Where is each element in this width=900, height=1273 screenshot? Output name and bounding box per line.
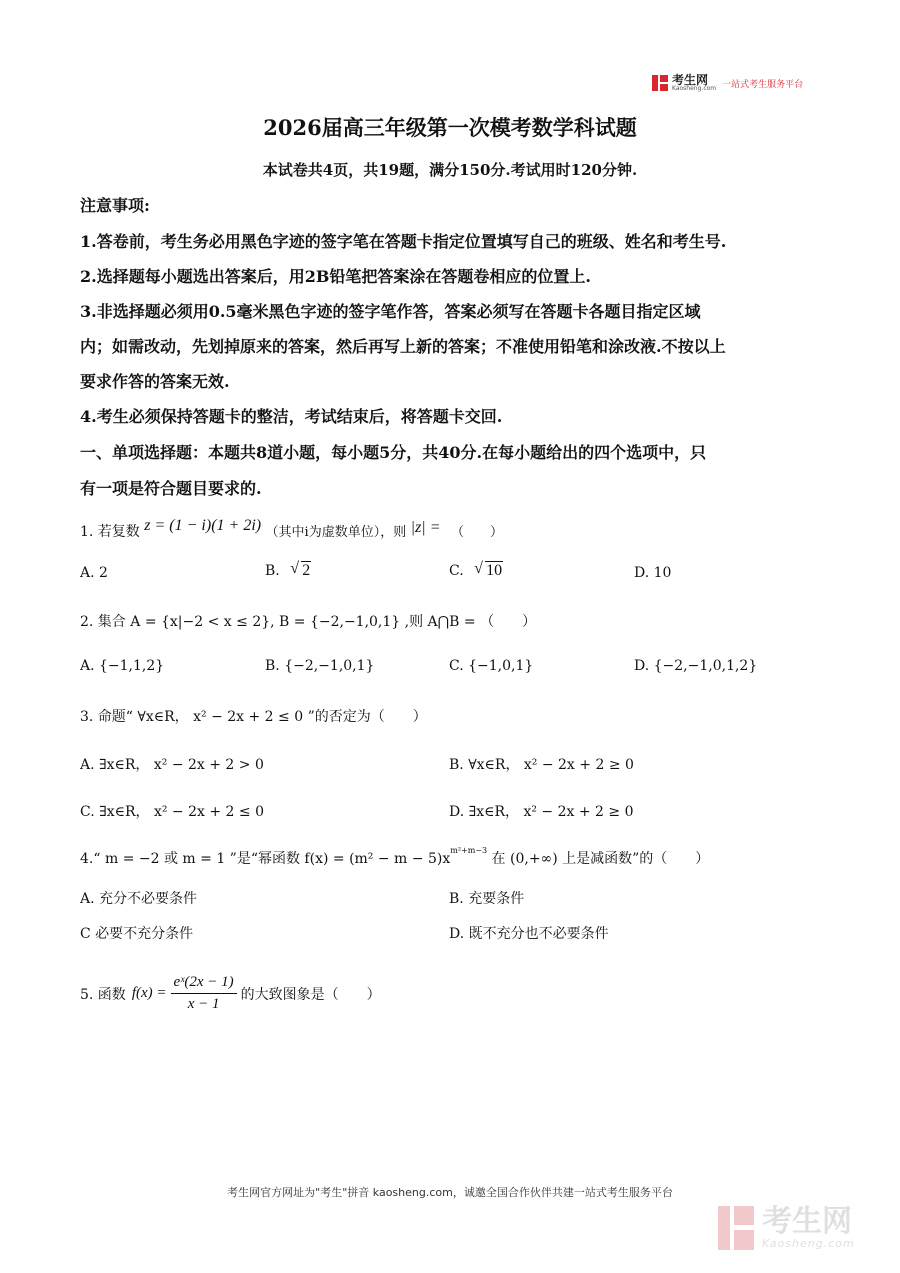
logo-domain: Kaosheng.com bbox=[672, 85, 717, 92]
q5-denominator: x − 1 bbox=[187, 996, 220, 1012]
note-item: 要求作答的答案无效. bbox=[80, 372, 230, 391]
sqrt-icon: √ 2 bbox=[290, 562, 311, 580]
q4-option-d: D. 既不充分也不必要条件 bbox=[449, 926, 609, 942]
logo-name: 考生网 bbox=[672, 73, 709, 87]
q1-option-d: D. 10 bbox=[634, 565, 672, 581]
section-heading-cont: 有一项是符合题目要求的. bbox=[80, 479, 262, 498]
q4-option-a: A. 充分不必要条件 bbox=[80, 891, 198, 907]
q4-option-b: B. 充要条件 bbox=[449, 891, 525, 907]
note-item: 1.答卷前，考生务必用黑色字迹的签字笔在答题卡指定位置填写自己的班级、姓名和考生号. bbox=[80, 232, 727, 251]
kaosheng-logo-icon bbox=[652, 75, 668, 91]
section-heading: 一、单项选择题：本题共8道小题，每小题5分，共40分.在每小题给出的四个选项中，只 bbox=[80, 443, 707, 462]
q5-lhs: f(x) = bbox=[131, 985, 167, 1001]
q2-option-a: A. {−1,1,2} bbox=[80, 658, 165, 674]
q1-option-a: A. 2 bbox=[80, 565, 108, 581]
footer-text: 考生网官方网址为"考生"拼音 kaosheng.com，诚邀全国合作伙伴共建一站式考生服务平台 bbox=[227, 1186, 673, 1199]
q2-option-d: D. {−2,−1,0,1,2} bbox=[634, 658, 758, 674]
note-item: 3.非选择题必须用0.5毫米黑色字迹的签字笔作答，答案必须写在答题卡各题目指定区域 bbox=[80, 302, 701, 321]
q5-fraction bbox=[171, 974, 237, 1013]
q2-option-b: B. {−2,−1,0,1} bbox=[265, 658, 375, 674]
page-subtitle: 本试卷共4页，共19题，满分150分.考试用时120分钟. bbox=[262, 161, 638, 179]
question-5: 5. 函数 f(x) = $\frac{\text{eˣ(2x − 1)}}{x - 1}$ 的大致图象是（ ） bbox=[80, 974, 381, 1012]
q1-modulus: |z| = bbox=[410, 519, 441, 536]
q3-option-b: B. ∀x∈R， x² − 2x + 2 ≥ 0 bbox=[449, 757, 634, 773]
question-1: 1. 若复数 z = (1 − i)(1 + 2i) （其中i为虚数单位），则 |z| = （ ） bbox=[80, 517, 503, 540]
q4-exponent: m²+m−3 bbox=[450, 846, 488, 856]
watermark-name: 考生网 bbox=[762, 1203, 852, 1239]
watermark-logo bbox=[718, 1203, 855, 1250]
question-3: 3. 命题“ ∀x∈R， x² − 2x + 2 ≤ 0 ”的否定为（ ） bbox=[80, 709, 427, 725]
q1-z-expression: z = (1 − i)(1 + 2i) bbox=[144, 517, 262, 534]
note-item: 内；如需改动，先划掉原来的答案，然后再写上新的答案；不准使用铅笔和涂改液.不按以上 bbox=[80, 337, 726, 356]
q4-option-c: C 必要不充分条件 bbox=[80, 926, 194, 942]
watermark-domain: Kaosheng.com bbox=[762, 1236, 855, 1250]
notes-heading: 注意事项: bbox=[80, 196, 150, 215]
q3-option-a: A. ∃x∈R， x² − 2x + 2 > 0 bbox=[80, 757, 264, 773]
q2-option-c: C. {−1,0,1} bbox=[449, 658, 534, 674]
logo-slogan: 一站式考生服务平台 bbox=[722, 79, 804, 90]
q3-option-d: D. ∃x∈R， x² − 2x + 2 ≥ 0 bbox=[449, 804, 634, 820]
kaosheng-watermark-icon bbox=[718, 1206, 754, 1250]
question-4: 4.“ m = −2 或 m = 1 ”是“幂函数 $f(x) = (m^2 - m - 5)x^{m^2+m-3}$ 在 (0,+∞) 上是减函数”的（ ） bbox=[80, 846, 710, 867]
question-2: 2. 集合 A = {x|−2 < x ≤ 2}, B = {−2,−1,0,1} ,则 A⋂B = （ ） bbox=[80, 614, 537, 630]
q1-option-b: B. √ 2 bbox=[265, 562, 311, 580]
q3-option-c: C. ∃x∈R， x² − 2x + 2 ≤ 0 bbox=[80, 804, 264, 820]
q5-numerator: eˣ(2x − 1) bbox=[171, 974, 237, 994]
note-item: 2.选择题每小题选出答案后，用2B铅笔把答案涂在答题卷相应的位置上. bbox=[80, 267, 591, 286]
page-title: 2026届高三年级第一次模考数学科试题 bbox=[263, 115, 637, 140]
note-item: 4.考生必须保持答题卡的整洁，考试结束后，将答题卡交回. bbox=[80, 407, 503, 426]
sqrt-icon: √ 10 bbox=[474, 562, 503, 580]
q1-option-c: C. √ 10 bbox=[449, 562, 503, 580]
header-logo bbox=[652, 72, 803, 94]
